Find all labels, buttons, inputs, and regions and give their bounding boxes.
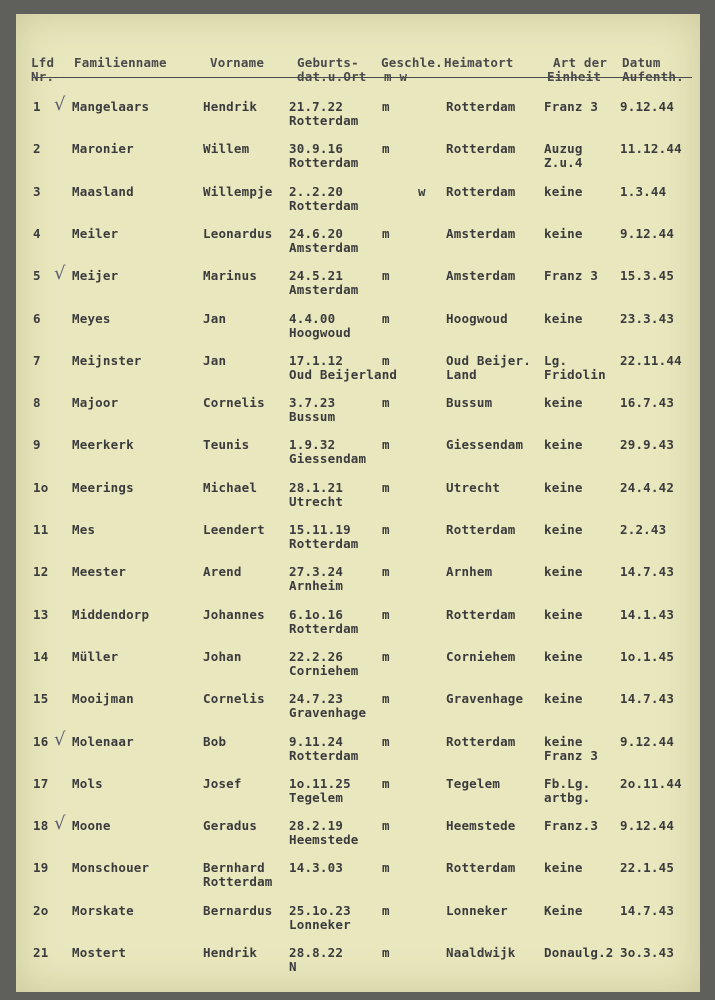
- unit-type: Donaulg.2: [544, 945, 614, 960]
- first-name: Jan: [203, 310, 227, 326]
- gender-male: m: [382, 310, 390, 326]
- first-name: Leonardus: [203, 225, 273, 241]
- unit-type: keine: [544, 395, 583, 411]
- gender-male: m: [382, 818, 390, 834]
- stay-date: 14.7.43: [620, 564, 675, 580]
- unit-type: Auzug Z.u.4: [544, 141, 583, 171]
- header-vorname: Vorname: [210, 55, 265, 70]
- birth-date-place: 15.11.19 Rotterdam: [289, 522, 359, 551]
- header-datum-aufenthalt: Datum Aufenth.: [622, 55, 684, 84]
- birth-date-place: 4.4.00 Hoogwoud: [289, 310, 351, 340]
- gender-male: m: [382, 268, 390, 284]
- stay-date: 2.2.43: [620, 522, 667, 537]
- home-town: Lonneker: [446, 902, 508, 918]
- first-name: Bernhard Rotterdam: [203, 860, 273, 890]
- stay-date: 9.12.44: [620, 818, 675, 834]
- unit-type: keine: [544, 522, 583, 537]
- first-name: Bernardus: [203, 902, 273, 918]
- home-town: Rotterdam: [446, 860, 516, 876]
- home-town: Tegelem: [446, 775, 501, 791]
- home-town: Amsterdam: [446, 225, 516, 241]
- unit-type: keine: [544, 310, 583, 326]
- birth-date-place: 24.7.23 Gravenhage: [289, 691, 367, 721]
- stay-date: 16.7.43: [620, 395, 675, 411]
- stay-date: 9.12.44: [620, 225, 675, 241]
- home-town: Rotterdam: [446, 141, 516, 157]
- birth-date-place: 22.2.26 Corniehem: [289, 648, 359, 678]
- stay-date: 1o.1.45: [620, 648, 675, 664]
- home-town: Naaldwijk: [446, 945, 516, 960]
- home-town: Heemstede: [446, 818, 516, 834]
- stay-date: 22.1.45: [620, 860, 675, 876]
- family-name: Majoor: [72, 395, 119, 411]
- stay-date: 24.4.42: [620, 479, 675, 495]
- gender-male: m: [382, 902, 390, 918]
- gender-male: m: [382, 225, 390, 241]
- family-name: Morskate: [72, 902, 134, 918]
- family-name: Mangelaars: [72, 99, 150, 114]
- row-number: 2: [33, 141, 41, 157]
- family-name: Meijnster: [72, 352, 142, 368]
- stay-date: 9.12.44: [620, 99, 675, 114]
- row-number: 15: [33, 691, 49, 707]
- family-name: Maasland: [72, 183, 134, 199]
- gender-male: m: [382, 860, 390, 876]
- header-geburtsdat: Geburts- dat.u.Ort: [297, 55, 367, 84]
- birth-date-place: 27.3.24 Arnheim: [289, 564, 344, 594]
- first-name: Willem: [203, 141, 250, 157]
- stay-date: 14.7.43: [620, 902, 675, 918]
- gender-male: m: [382, 775, 390, 791]
- home-town: Rotterdam: [446, 522, 516, 537]
- unit-type: keine: [544, 564, 583, 580]
- gender-male: m: [382, 691, 390, 707]
- birth-date-place: 6.1o.16 Rotterdam: [289, 606, 359, 636]
- stay-date: 15.3.45: [620, 268, 675, 284]
- home-town: Giessendam: [446, 437, 524, 453]
- stay-date: 23.3.43: [620, 310, 675, 326]
- first-name: Leendert: [203, 522, 265, 537]
- check-mark-icon: √: [54, 94, 66, 115]
- family-name: Monschouer: [72, 860, 150, 876]
- check-mark-icon: √: [54, 263, 66, 285]
- row-number: 4: [33, 225, 41, 241]
- gender-male: m: [382, 648, 390, 664]
- first-name: Johannes: [203, 606, 265, 622]
- birth-date-place: 28.1.21 Utrecht: [289, 479, 344, 509]
- row-number: 16: [33, 733, 49, 749]
- gender-male: m: [382, 99, 390, 114]
- row-number: 9: [33, 437, 41, 453]
- stay-date: 14.1.43: [620, 606, 675, 622]
- unit-type: Keine: [544, 902, 583, 918]
- check-mark-icon: √: [54, 728, 66, 750]
- row-number: 1o: [33, 479, 49, 495]
- unit-type: Franz 3: [544, 268, 599, 284]
- first-name: Geradus: [203, 818, 258, 834]
- family-name: Meyes: [72, 310, 111, 326]
- first-name: Marinus: [203, 268, 258, 284]
- birth-date-place: 30.9.16 Rotterdam: [289, 141, 359, 171]
- first-name: Teunis: [203, 437, 250, 453]
- home-town: Bussum: [446, 395, 493, 411]
- first-name: Cornelis: [203, 691, 265, 707]
- home-town: Gravenhage: [446, 691, 524, 707]
- birth-date-place: 25.1o.23 Lonneker: [289, 902, 351, 932]
- gender-male: m: [382, 564, 390, 580]
- home-town: Utrecht: [446, 479, 501, 495]
- family-name: Mes: [72, 522, 96, 537]
- row-number: 12: [33, 564, 49, 580]
- birth-date-place: 28.2.19 Heemstede: [289, 818, 359, 848]
- first-name: Josef: [203, 775, 242, 791]
- header-underline: [32, 77, 692, 78]
- row-number: 3: [33, 183, 41, 199]
- stay-date: 11.12.44: [620, 141, 682, 157]
- stay-date: 14.7.43: [620, 691, 675, 707]
- first-name: Willempje: [203, 183, 273, 199]
- home-town: Rotterdam: [446, 99, 516, 114]
- row-number: 5: [33, 268, 41, 284]
- unit-type: keine: [544, 648, 583, 664]
- stay-date: 29.9.43: [620, 437, 675, 453]
- stay-date: 2o.11.44: [620, 775, 682, 791]
- unit-type: keine: [544, 479, 583, 495]
- first-name: Hendrik: [203, 99, 258, 114]
- gender-male: m: [382, 733, 390, 749]
- birth-date-place: 17.1.12 Oud Beijerland: [289, 352, 398, 382]
- check-mark-icon: √: [54, 813, 66, 835]
- family-name: Mols: [72, 775, 103, 791]
- unit-type: keine: [544, 860, 583, 876]
- first-name: Jan: [203, 352, 227, 368]
- birth-date-place: 28.8.22 N: [289, 945, 344, 974]
- family-name: Middendorp: [72, 606, 150, 622]
- header-art-einheit: Art der Einheit: [547, 55, 608, 84]
- home-town: Amsterdam: [446, 268, 516, 284]
- birth-date-place: 3.7.23 Bussum: [289, 395, 336, 425]
- family-name: Meiler: [72, 225, 119, 241]
- row-number: 11: [33, 522, 49, 537]
- birth-date-place: 2..2.20 Rotterdam: [289, 183, 359, 213]
- family-name: Maronier: [72, 141, 134, 157]
- header-familienname: Familienname: [74, 55, 167, 70]
- row-number: 2o: [33, 902, 49, 918]
- row-number: 13: [33, 606, 49, 622]
- row-number: 21: [33, 945, 49, 960]
- home-town: Rotterdam: [446, 733, 516, 749]
- family-name: Molenaar: [72, 733, 134, 749]
- family-name: Meerkerk: [72, 437, 134, 453]
- stay-date: 9.12.44: [620, 733, 675, 749]
- home-town: Rotterdam: [446, 606, 516, 622]
- unit-type: keine: [544, 225, 583, 241]
- unit-type: keine: [544, 606, 583, 622]
- family-name: Moone: [72, 818, 111, 834]
- gender-male: m: [382, 479, 390, 495]
- gender-male: m: [382, 395, 390, 411]
- gender-male: m: [382, 141, 390, 157]
- home-town: Hoogwoud: [446, 310, 508, 326]
- gender-male: m: [382, 352, 390, 368]
- unit-type: Franz.3: [544, 818, 599, 834]
- birth-date-place: 14.3.03: [289, 860, 344, 876]
- stay-date: 3o.3.43: [620, 945, 675, 960]
- gender-female: w: [418, 183, 426, 199]
- unit-type: keine: [544, 183, 583, 199]
- stay-date: 1.3.44: [620, 183, 667, 199]
- header-lfd-nr: Lfd Nr.: [31, 55, 55, 84]
- first-name: Johan: [203, 648, 242, 664]
- family-name: Müller: [72, 648, 119, 664]
- first-name: Arend: [203, 564, 242, 580]
- family-name: Meerings: [72, 479, 134, 495]
- birth-date-place: 24.6.20 Amsterdam: [289, 225, 359, 255]
- home-town: Corniehem: [446, 648, 516, 664]
- header-geschlecht: Geschle. m w: [381, 55, 443, 84]
- first-name: Bob: [203, 733, 227, 749]
- gender-male: m: [382, 437, 390, 453]
- first-name: Hendrik: [203, 945, 258, 960]
- birth-date-place: 24.5.21 Amsterdam: [289, 268, 359, 298]
- family-name: Mooijman: [72, 691, 134, 707]
- unit-type: Franz 3: [544, 99, 599, 114]
- unit-type: Fb.Lg. artbg.: [544, 775, 591, 805]
- unit-type: keine: [544, 691, 583, 707]
- first-name: Michael: [203, 479, 258, 495]
- row-number: 14: [33, 648, 49, 664]
- first-name: Cornelis: [203, 395, 265, 411]
- gender-male: m: [382, 522, 390, 537]
- unit-type: keine: [544, 437, 583, 453]
- row-number: 1: [33, 99, 41, 114]
- header-heimatort: Heimatort: [444, 55, 514, 70]
- family-name: Meester: [72, 564, 127, 580]
- home-town: Rotterdam: [446, 183, 516, 199]
- row-number: 7: [33, 352, 41, 368]
- row-number: 6: [33, 310, 41, 326]
- family-name: Mostert: [72, 945, 127, 960]
- birth-date-place: 1o.11.25 Tegelem: [289, 775, 351, 805]
- home-town: Arnhem: [446, 564, 493, 580]
- home-town: Oud Beijer. Land: [446, 352, 531, 382]
- unit-type: Lg. Fridolin: [544, 352, 606, 382]
- birth-date-place: 21.7.22 Rotterdam: [289, 99, 359, 128]
- gender-male: m: [382, 606, 390, 622]
- unit-type: keine Franz 3: [544, 733, 599, 763]
- row-number: 17: [33, 775, 49, 791]
- row-number: 18: [33, 818, 49, 834]
- family-name: Meijer: [72, 268, 119, 284]
- row-number: 19: [33, 860, 49, 876]
- stay-date: 22.11.44: [620, 352, 682, 368]
- birth-date-place: 9.11.24 Rotterdam: [289, 733, 359, 763]
- row-number: 8: [33, 395, 41, 411]
- birth-date-place: 1.9.32 Giessendam: [289, 437, 367, 467]
- gender-male: m: [382, 945, 390, 960]
